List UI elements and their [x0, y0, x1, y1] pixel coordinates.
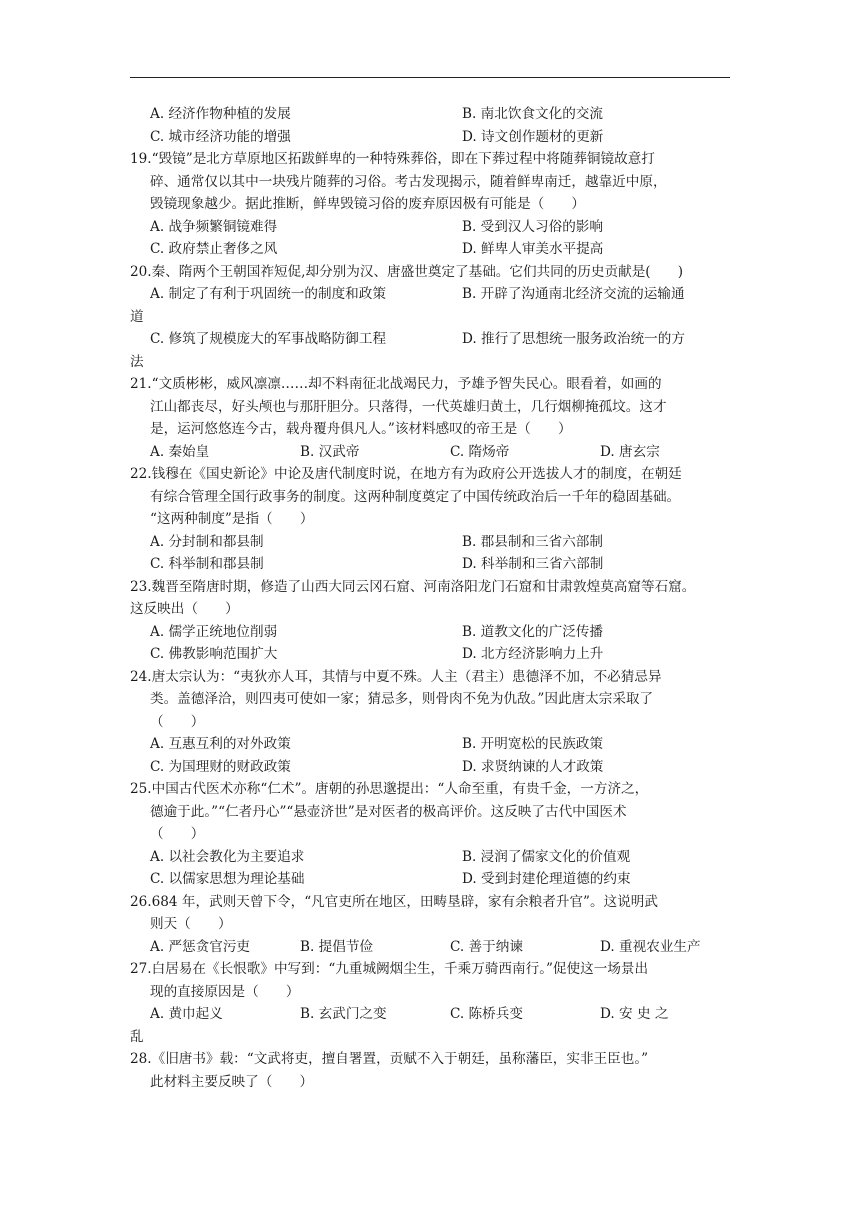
- options-row: [130, 621, 730, 644]
- options-row: [130, 553, 730, 576]
- option-d[interactable]: D. 受到封建伦理道德的约束: [462, 871, 631, 887]
- question-25: [130, 778, 730, 891]
- question-stem-line: 有综合管理全国行政事务的制度。这两种制度奠定了中国传统政治后一千年的稳固基础。: [150, 488, 681, 505]
- option-a[interactable]: A. 分封制和都县制: [150, 533, 264, 550]
- option-d[interactable]: D. 诗文创作题材的更新: [462, 128, 604, 145]
- options-row: [130, 733, 730, 756]
- option-b[interactable]: B. 受到汉人习俗的影响: [462, 218, 603, 235]
- question-18: [130, 103, 730, 148]
- option-b-continuation: 道: [130, 308, 144, 325]
- options-row: [130, 756, 730, 779]
- option-c[interactable]: C. 修筑了规模庞大的军事战略防御工程: [150, 331, 387, 347]
- option-d[interactable]: D. 科举制和三省六部制: [462, 556, 604, 572]
- question-stem-line: 现的直接原因是（ ）: [150, 983, 300, 1000]
- question-24: [130, 666, 730, 779]
- question-20: [130, 261, 730, 374]
- option-d[interactable]: D. 唐玄宗: [600, 443, 660, 460]
- options-row: [130, 1003, 730, 1026]
- question-23: [130, 576, 730, 666]
- question-28: [130, 1048, 730, 1093]
- question-stem-line: 江山都丧尽，好头颅也与那肝胆分。只落得，一代英雄归黄土，几行烟柳掩孤坟。这才: [150, 398, 667, 415]
- option-b[interactable]: B. 南北饮食文化的交流: [462, 106, 603, 122]
- option-d[interactable]: D. 北方经济影响力上升: [462, 646, 604, 662]
- question-stem-line: 22.钱穆在《国史新论》中论及唐代制度时说，在地方有为政府公开选拔人才的制度，在朝廷: [130, 466, 682, 482]
- question-stem-line: 27.白居易在《长恨歌》中写到：“九重城阙烟尘生，千乘万骑西南行。”促使这一场景出: [130, 961, 649, 977]
- option-a[interactable]: A. 秦始皇: [150, 443, 210, 460]
- question-21: [130, 373, 730, 463]
- option-d[interactable]: D. 鲜卑人审美水平提高: [462, 241, 604, 257]
- question-stem-line: 23.魏晋至隋唐时期，修造了山西大同云冈石窟、河南洛阳龙门石窟和甘肃敦煌莫高窟等石窟。: [130, 578, 696, 595]
- question-stem-line: 类。盖德泽洽，则四夷可使如一家；猜忌多，则骨肉不免为仇敌。”因此唐太宗采取了: [150, 691, 654, 707]
- question-stem-line: “这两种制度”是指（ ）: [150, 511, 314, 527]
- question-stem-line: 是，运河悠悠连今古，载舟覆舟俱凡人。”该材料感叹的帝王是（ ）: [150, 421, 572, 437]
- question-22: [130, 463, 730, 576]
- options-row: [130, 531, 730, 554]
- exam-content: [130, 103, 730, 1093]
- question-stem-line: 25.中国古代医术亦称“仁术”。唐朝的孙思邈提出：“人命至重，有贵千金，一方济之，: [130, 781, 649, 797]
- header-rule: [130, 77, 730, 78]
- option-c[interactable]: C. 科举制和郡县制: [150, 556, 264, 572]
- option-d-continuation: 法: [130, 353, 144, 370]
- question-stem-line: 这反映出（ ）: [130, 601, 239, 617]
- option-d[interactable]: D. 推行了思想统一服务政治统一的方: [462, 331, 685, 347]
- option-b[interactable]: B. 玄武门之变: [300, 1006, 387, 1022]
- question-stem-line: 毁镜现象越少。据此推断，鲜卑毁镜习俗的废弃原因极有可能是（ ）: [150, 196, 585, 212]
- options-row: [130, 868, 730, 891]
- option-a[interactable]: A. 战争频繁铜镜难得: [150, 218, 278, 235]
- question-27: [130, 958, 730, 1048]
- options-row: [130, 238, 730, 261]
- option-b[interactable]: B. 浸润了儒家文化的价值观: [462, 848, 631, 865]
- option-d[interactable]: D. 重视农业生产: [600, 938, 701, 955]
- options-row: [130, 328, 730, 351]
- option-b[interactable]: B. 提倡节俭: [300, 938, 374, 955]
- option-a[interactable]: A. 互惠互利的对外政策: [150, 736, 291, 752]
- option-c[interactable]: C. 城市经济功能的增强: [150, 128, 291, 145]
- option-c[interactable]: C. 政府禁止奢侈之风: [150, 241, 278, 257]
- question-stem-line: 德逾于此。”“仁者丹心”“悬壶济世”是对医者的极高评价。这反映了古代中国医术: [150, 803, 627, 820]
- option-b[interactable]: B. 开明宽松的民族政策: [462, 736, 603, 752]
- question-stem-line: 26.684 年，武则天曾下令，“凡官吏所在地区，田畴垦辟，家有余粮者升官”。这说明武: [130, 893, 658, 910]
- option-a[interactable]: A. 经济作物种植的发展: [150, 106, 291, 122]
- question-stem-line: 19.“毁镜”是北方草原地区拓跋鲜卑的一种特殊葬俗，即在下葬过程中将随葬铜镜故意打: [130, 151, 655, 167]
- question-26: [130, 891, 730, 959]
- option-a[interactable]: A. 儒学正统地位削弱: [150, 623, 278, 640]
- option-c[interactable]: C. 以儒家思想为理论基础: [150, 871, 305, 887]
- options-row: [130, 643, 730, 666]
- question-stem-line: 24.唐太宗认为：“夷狄亦人耳，其情与中夏不殊。人主（君主）患德泽不加，不必猜忌异: [130, 668, 662, 685]
- option-d-continuation: 乱: [130, 1028, 144, 1045]
- option-c[interactable]: C. 佛教影响范围扩大: [150, 646, 278, 662]
- options-row: [130, 936, 730, 959]
- option-c[interactable]: C. 隋炀帝: [450, 443, 510, 460]
- options-row: [130, 126, 730, 149]
- option-b[interactable]: B. 开辟了沟通南北经济交流的运输通: [462, 286, 685, 302]
- question-stem-line: 21.“文质彬彬，威风凛凛……却不料南征北战竭民力，予雄予智失民心。眼看着，如画的: [130, 376, 662, 392]
- option-a[interactable]: A. 黄巾起义: [150, 1006, 223, 1022]
- option-a[interactable]: A. 严惩贪官污吏: [150, 938, 251, 955]
- option-a[interactable]: A. 以社会教化为主要追求: [150, 848, 305, 865]
- question-stem-line: 20.秦、隋两个王朝国祚短促,却分别为汉、唐盛世奠定了基础。它们共同的历史贡献是( ): [130, 263, 684, 280]
- options-row: [130, 103, 730, 126]
- option-c[interactable]: C. 善于纳谏: [450, 938, 523, 955]
- option-d[interactable]: D. 安 史 之: [600, 1006, 669, 1022]
- question-stem-line: 28.《旧唐书》载：“文武将吏，擅自署置，贡赋不入于朝廷，虽称藩臣，实非王臣也。”: [130, 1051, 649, 1067]
- option-b[interactable]: B. 汉武帝: [300, 443, 360, 460]
- option-c[interactable]: C. 陈桥兵变: [450, 1006, 523, 1022]
- option-b[interactable]: B. 道教文化的广泛传播: [462, 623, 603, 640]
- question-19: [130, 148, 730, 261]
- options-row: [130, 216, 730, 239]
- options-row: [130, 441, 730, 464]
- option-c[interactable]: C. 为国理财的财政政策: [150, 758, 291, 775]
- option-b[interactable]: B. 郡县制和三省六部制: [462, 533, 603, 550]
- options-row: [130, 846, 730, 869]
- question-stem-line: （ ）: [150, 713, 205, 730]
- options-row: [130, 283, 730, 306]
- option-d[interactable]: D. 求贤纳谏的人才政策: [462, 758, 604, 775]
- question-stem-line: 则天（ ）: [150, 916, 232, 932]
- question-stem-line: 此材料主要反映了（ ）: [150, 1073, 314, 1090]
- question-stem-line: 碎、通常仅以其中一块残片随葬的习俗。考古发现揭示，随着鲜卑南迁，越靠近中原，: [150, 173, 667, 190]
- question-stem-line: （ ）: [150, 826, 205, 842]
- option-a[interactable]: A. 制定了有利于巩固统一的制度和政策: [150, 286, 386, 302]
